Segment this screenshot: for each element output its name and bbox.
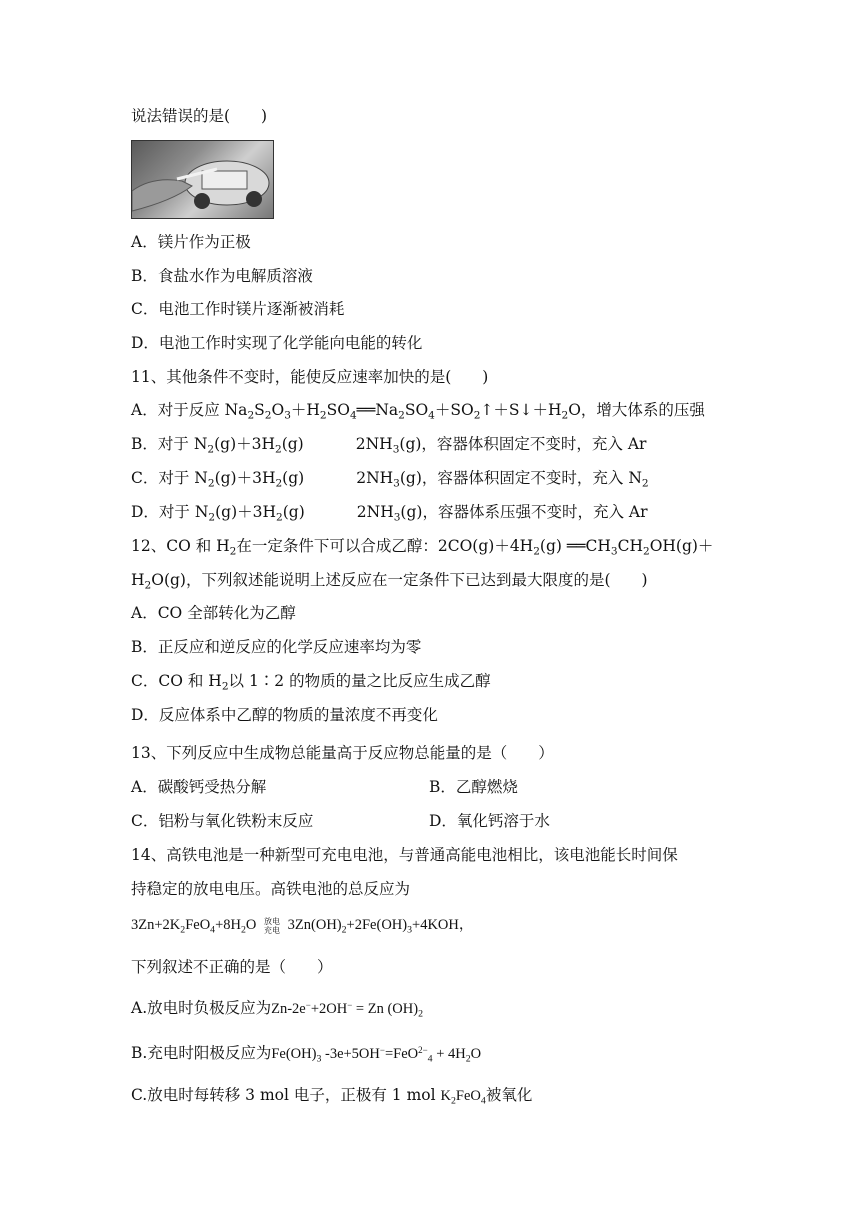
q13-option-a: A．碳酸钙受热分解 bbox=[131, 778, 267, 796]
q13-option-c: C．铝粉与氧化铁粉末反应 bbox=[131, 812, 314, 830]
q13-options-row1 bbox=[131, 777, 691, 797]
q10-option-d: D．电池工作时实现了化学能向电能的转化 bbox=[131, 334, 423, 352]
q12-option-c: C．CO 和 $H_2$以 1∶2 的物质的量之比反应生成乙醇 bbox=[131, 672, 491, 693]
q14-overall-equation: $3Zn+2K_2FeO_4+8H_2O$ 放电 充电 $3Zn(OH)_2+2Fe(OH)_3+4KOH$， bbox=[131, 916, 474, 936]
q11-option-b: B．对于 $N_2(g)+3H_2(g)$ $2NH_3(g)$，容器体积固定不变时，充入 Ar bbox=[131, 435, 647, 456]
q12-stem-line2: $H_2O(g)$，下列叙述能说明上述反应在一定条件下已达到最大限度的是( ) bbox=[131, 571, 648, 592]
q11-option-c: C．对于 $N_2(g)+3H_2(g)$ $2NH_3(g)$，容器体积固定不变时，充入 $N_2$ bbox=[131, 469, 649, 490]
q12-option-d: D．反应体系中乙醇的物质的量浓度不再变化 bbox=[131, 706, 438, 724]
q12-option-b: B．正反应和逆反应的化学反应速率均为零 bbox=[131, 638, 422, 656]
q14-option-c: C.放电时每转移 3 mol 电子，正极有 1 mol $K_2FeO_4$被氧化 bbox=[131, 1086, 533, 1107]
q11-option-d: D．对于 $N_2(g)+3H_2(g)$ $2NH_3(g)$，容器体系压强不变时，充入 Ar bbox=[131, 503, 648, 524]
q13-stem: 13、下列反应中生成物总能量高于反应物总能量的是（ ） bbox=[131, 744, 554, 762]
q12-stem-line1: 12、CO 和 $H_2$在一定条件下可以合成乙醇：$2CO(g)+4H_2(g)$ $══CH_3CH_2OH(g)+$ bbox=[131, 537, 714, 558]
q14-stem-line1: 14、高铁电池是一种新型可充电电池，与普通高能电池相比，该电池能长时间保 bbox=[131, 846, 678, 864]
q14-option-b: B.充电时阳极反应为$Fe(OH)_3$ $-3e+5OH^-=FeO^{2-}_4 + 4H_2O$ bbox=[131, 1043, 482, 1065]
q14-ask: 下列叙述不正确的是（ ） bbox=[131, 958, 333, 976]
q14-stem-line2: 持稳定的放电电压。高铁电池的总反应为 bbox=[131, 880, 411, 898]
q10-option-a: A．镁片作为正极 bbox=[131, 233, 251, 251]
q10-option-c: C．电池工作时镁片逐渐被消耗 bbox=[131, 300, 345, 318]
q10-option-b: B．食盐水作为电解质溶液 bbox=[131, 267, 313, 285]
q13-option-b: B．乙醇燃烧 bbox=[429, 778, 518, 796]
q11-option-a: A．对于反应 $Na_2S_2O_3+H_2SO_4══Na_2SO_4+SO_2↑+S↓+H_2O$，增大体系的压强 bbox=[131, 401, 705, 422]
q13-options-row2 bbox=[131, 811, 691, 831]
q13-option-d: D．氧化钙溶于水 bbox=[429, 812, 550, 830]
q12-option-a: A．CO 全部转化为乙醇 bbox=[131, 604, 296, 622]
battery-car-photo bbox=[131, 140, 274, 219]
q14-option-a: A.放电时负极反应为Zn-2e−+2OH− = Zn $(OH)_2$ bbox=[131, 998, 423, 1020]
q11-stem: 11、其他条件不变时，能使反应速率加快的是( ) bbox=[131, 368, 489, 386]
q10-stem-tail: 说法错误的是( ) bbox=[131, 107, 268, 125]
reversible-arrow: 放电 充电 bbox=[264, 916, 281, 935]
